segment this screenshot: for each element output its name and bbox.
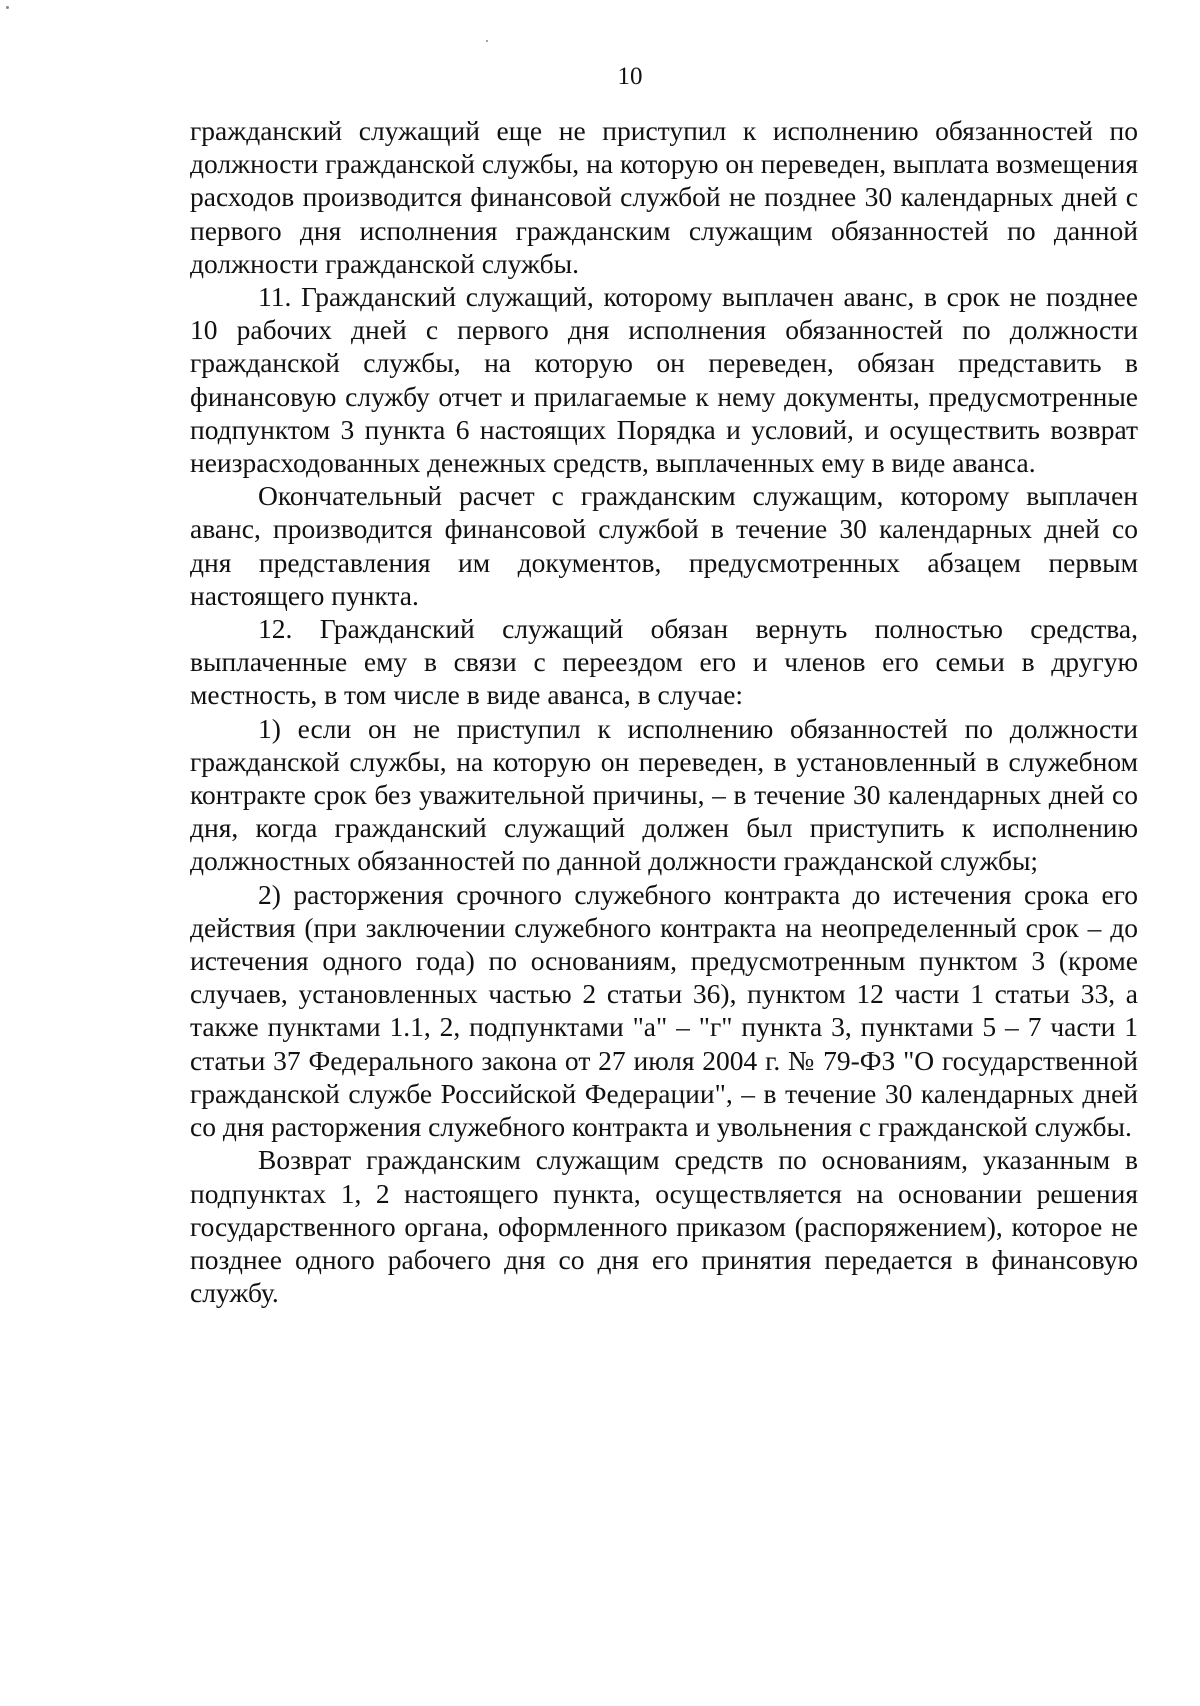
paragraph-item-12: 12. Гражданский служащий обязан вернуть полностью средства, выплаченные ему в связи с переездом его и членов его семьи в другую местность, в том числе в виде аванса, в случае: xyxy=(190,613,1138,711)
paragraph-continuation: гражданский служащий еще не приступил к исполнению обязанностей по должности гражданской службы, на которую он переведен, выплата возмещения расходов производится финансовой службой не позднее 30 календарных дней с первого дня исполнения гражданским служащим обязанностей по данной должности гражданской службы. xyxy=(190,115,1138,279)
page-number: 10 xyxy=(617,63,643,90)
paragraph-refund: Возврат гражданским служащим средств по основаниям, указанным в подпунктах 1, 2 настоящего пункта, осуществляется на основании решения государственного органа, оформленного приказом (распоряжением), которое не позднее одного рабочего дня со дня его принятия передается в финансовую службу. xyxy=(190,1144,1138,1309)
paragraph-item-11: 11. Гражданский служащий, которому выплачен аванс, в срок не позднее 10 рабочих дней с первого дня исполнения обязанностей по должности гражданской службы, на которую он переведен, обязан представить в финансовую службу отчет и прилагаемые к нему документы, предусмотренные подпунктом 3 пункта 6 настоящих Порядка и условий, и осуществить возврат неизрасходованных денежных средств, выплаченных ему в виде аванса. xyxy=(190,281,1138,479)
paragraph-subitem-1: 1) если он не приступил к исполнению обязанностей по должности гражданской службы, на которую он переведен, в установленный в служебном контракте срок без уважительной причины, – в течение 30 календарных дней со дня, когда гражданский служащий должен был приступить к исполнению должностных обязанностей по данной должности гражданской службы; xyxy=(190,712,1138,877)
document-body xyxy=(190,114,1138,1309)
scan-speck xyxy=(486,40,488,42)
scan-speck xyxy=(6,6,9,9)
paragraph-final-settlement: Окончательный расчет с гражданским служащим, которому выплачен аванс, производится финансовой службой в течение 30 календарных дней со дня представления им документов, предусмотренных абзацем первым настоящего пункта. xyxy=(190,480,1138,611)
paragraph-subitem-2: 2) расторжения срочного служебного контракта до истечения срока его действия (при заключении служебного контракта на неопределенный срок – до истечения одного года) по основаниям, предусмотренным пунктом 3 (кроме случаев, установленных частью 2 статьи 36), пунктом 12 части 1 статьи 33, а также пунктами 1.1, 2, подпунктами "а" – "г" пункта 3, пунктами 5 – 7 части 1 статьи 37 Федерального закона от 27 июля 2004 г. № 79-ФЗ "О государственной гражданской службе Российской Федерации", – в течение 30 календарных дней со дня расторжения служебного контракта и увольнения с гражданской службы. xyxy=(190,878,1138,1143)
